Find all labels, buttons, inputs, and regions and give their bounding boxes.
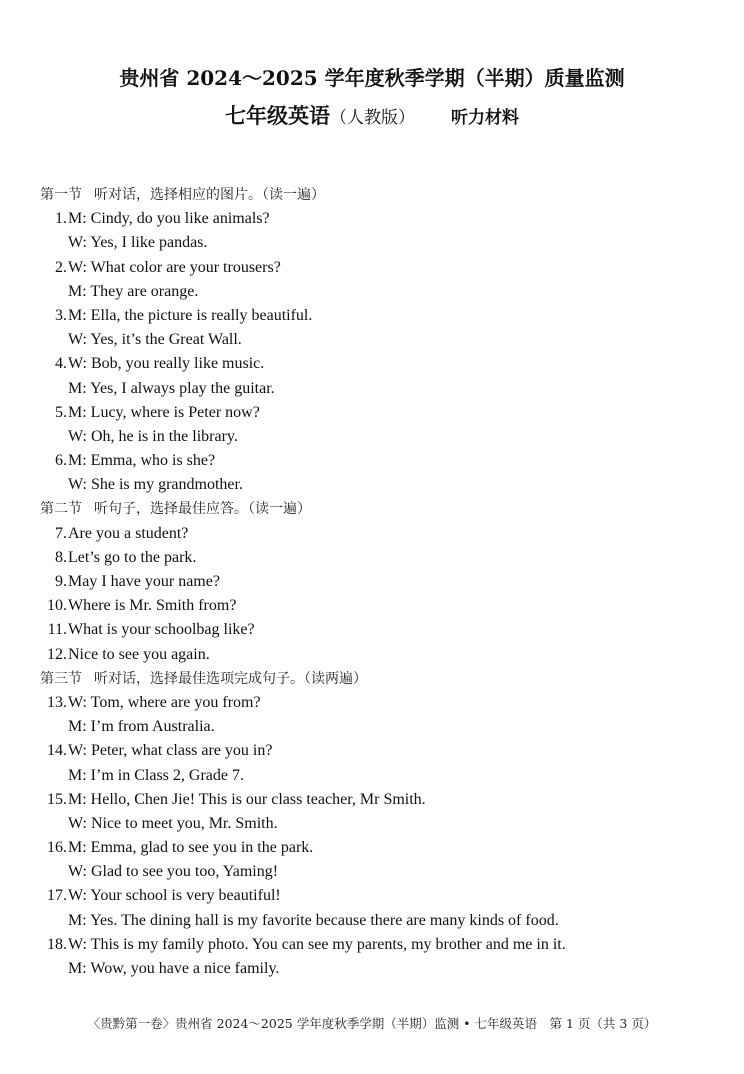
dialogue-text: W: Glad to see you too, Yaming! [68,863,279,881]
dialogue-reply-line [40,425,730,449]
question-number: 2. [55,258,67,276]
section-label: 第一节 [40,187,82,203]
dialogue-reply-line [40,764,730,788]
question-line [40,256,730,280]
dialogue-text: Where is Mr. Smith from? [68,597,237,615]
question-line [40,739,730,763]
question-line [40,522,730,546]
dialogue-text: M: I’m from Australia. [68,718,215,736]
dialogue-text: M: Yes. The dining hall is my favorite because there are many kinds of food. [68,911,559,929]
section-label: 第三节 [40,670,82,687]
section-instruction: 听句子，选择最佳应答。（读一遍） [94,501,311,518]
question-number: 5. [55,403,67,421]
dialogue-text: W: Yes, I like pandas. [68,234,208,252]
question-line [40,691,730,715]
dialogue-text: W: Bob, you really like music. [68,355,265,373]
dialogue-text: M: Emma, who is she? [68,452,216,470]
dialogue-reply-line [40,377,730,401]
question-line [40,449,730,473]
section-heading [40,497,730,521]
dialogue-text: M: Ella, the picture is really beautiful. [68,306,313,324]
question-number: 6. [55,452,67,470]
dialogue-text: W: Your school is very beautiful! [68,887,281,905]
section-heading [40,667,730,691]
dialogue-text: W: Yes, it’s the Great Wall. [68,331,242,349]
question-line [40,594,730,618]
section-label: 第二节 [40,501,82,518]
question-number: 14. [47,742,67,760]
dialogue-text: M: Hello, Chen Jie! This is our class teacher, Mr Smith. [68,790,426,808]
document-subtitle [0,100,744,130]
question-line [40,836,730,860]
section-instruction: 听对话，选择相应的图片。（读一遍） [94,187,325,203]
question-line [40,304,730,328]
dialogue-reply-line [40,715,730,739]
question-line [40,643,730,667]
question-number: 3. [55,306,67,324]
dialogue-reply-line [40,909,730,933]
dialogue-text: What is your schoolbag like? [68,621,255,639]
dialogue-reply-line [40,812,730,836]
dialogue-text: W: Tom, where are you from? [68,693,261,711]
question-number: 12. [47,645,67,663]
dialogue-text: M: Yes, I always play the guitar. [68,379,275,397]
dialogue-reply-line [40,473,730,497]
subject-title: 七年级英语 [225,103,330,128]
section-heading [40,183,730,207]
dialogue-reply-line [40,860,730,884]
dialogue-text: W: Oh, he is in the library. [68,427,238,445]
edition-label: （人教版） [330,108,415,128]
dialogue-text: M: Cindy, do you like animals? [68,210,270,228]
dialogue-text: M: They are orange. [68,282,199,300]
question-number: 11. [47,621,67,639]
dialogue-text: M: Wow, you have a nice family. [68,960,280,977]
material-label: 听力材料 [451,108,519,128]
dialogue-text: W: Peter, what class are you in? [68,742,273,760]
question-number: 10. [47,597,67,615]
page-footer: 〈贵黔第一卷〉贵州省 2024～2025 学年度秋季学期（半期）监测 • 七年级英语 第 1 页（共 3 页） [87,1016,657,1031]
question-number: 13. [47,693,67,711]
dialogue-reply-line [40,957,730,981]
question-number: 18. [47,935,67,953]
listening-content [40,183,730,981]
question-number: 7. [55,524,67,542]
question-number: 17. [47,887,67,905]
question-number: 8. [55,548,67,566]
dialogue-reply-line [40,231,730,255]
question-number: 9. [55,573,67,590]
dialogue-text: W: This is my family photo. You can see my parents, my brother and me in it. [68,935,566,953]
dialogue-reply-line [40,280,730,304]
dialogue-text: W: What color are your trousers? [68,258,281,276]
dialogue-reply-line [40,328,730,352]
question-line [40,618,730,642]
document-title: 贵州省 2024～2025 学年度秋季学期（半期）质量监测 [119,66,625,90]
dialogue-text: M: Lucy, where is Peter now? [68,403,260,421]
dialogue-text: Are you a student? [68,524,189,542]
dialogue-text: W: Nice to meet you, Mr. Smith. [68,814,278,832]
dialogue-text: Let’s go to the park. [68,548,197,566]
question-line [40,788,730,812]
question-line [40,570,730,594]
dialogue-text: Nice to see you again. [68,645,210,663]
question-line [40,401,730,425]
question-line [40,352,730,376]
dialogue-text: M: Emma, glad to see you in the park. [68,839,314,857]
dialogue-text: M: I’m in Class 2, Grade 7. [68,766,244,784]
question-line [40,207,730,231]
dialogue-text: May I have your name? [68,573,220,590]
question-line [40,546,730,570]
question-line [40,884,730,908]
dialogue-text: W: She is my grandmother. [68,476,243,494]
question-number: 16. [47,839,67,857]
question-number: 4. [55,355,67,373]
question-line [40,933,730,957]
section-instruction: 听对话，选择最佳选项完成句子。（读两遍） [94,670,367,687]
question-number: 15. [47,790,67,808]
question-number: 1. [55,210,67,228]
